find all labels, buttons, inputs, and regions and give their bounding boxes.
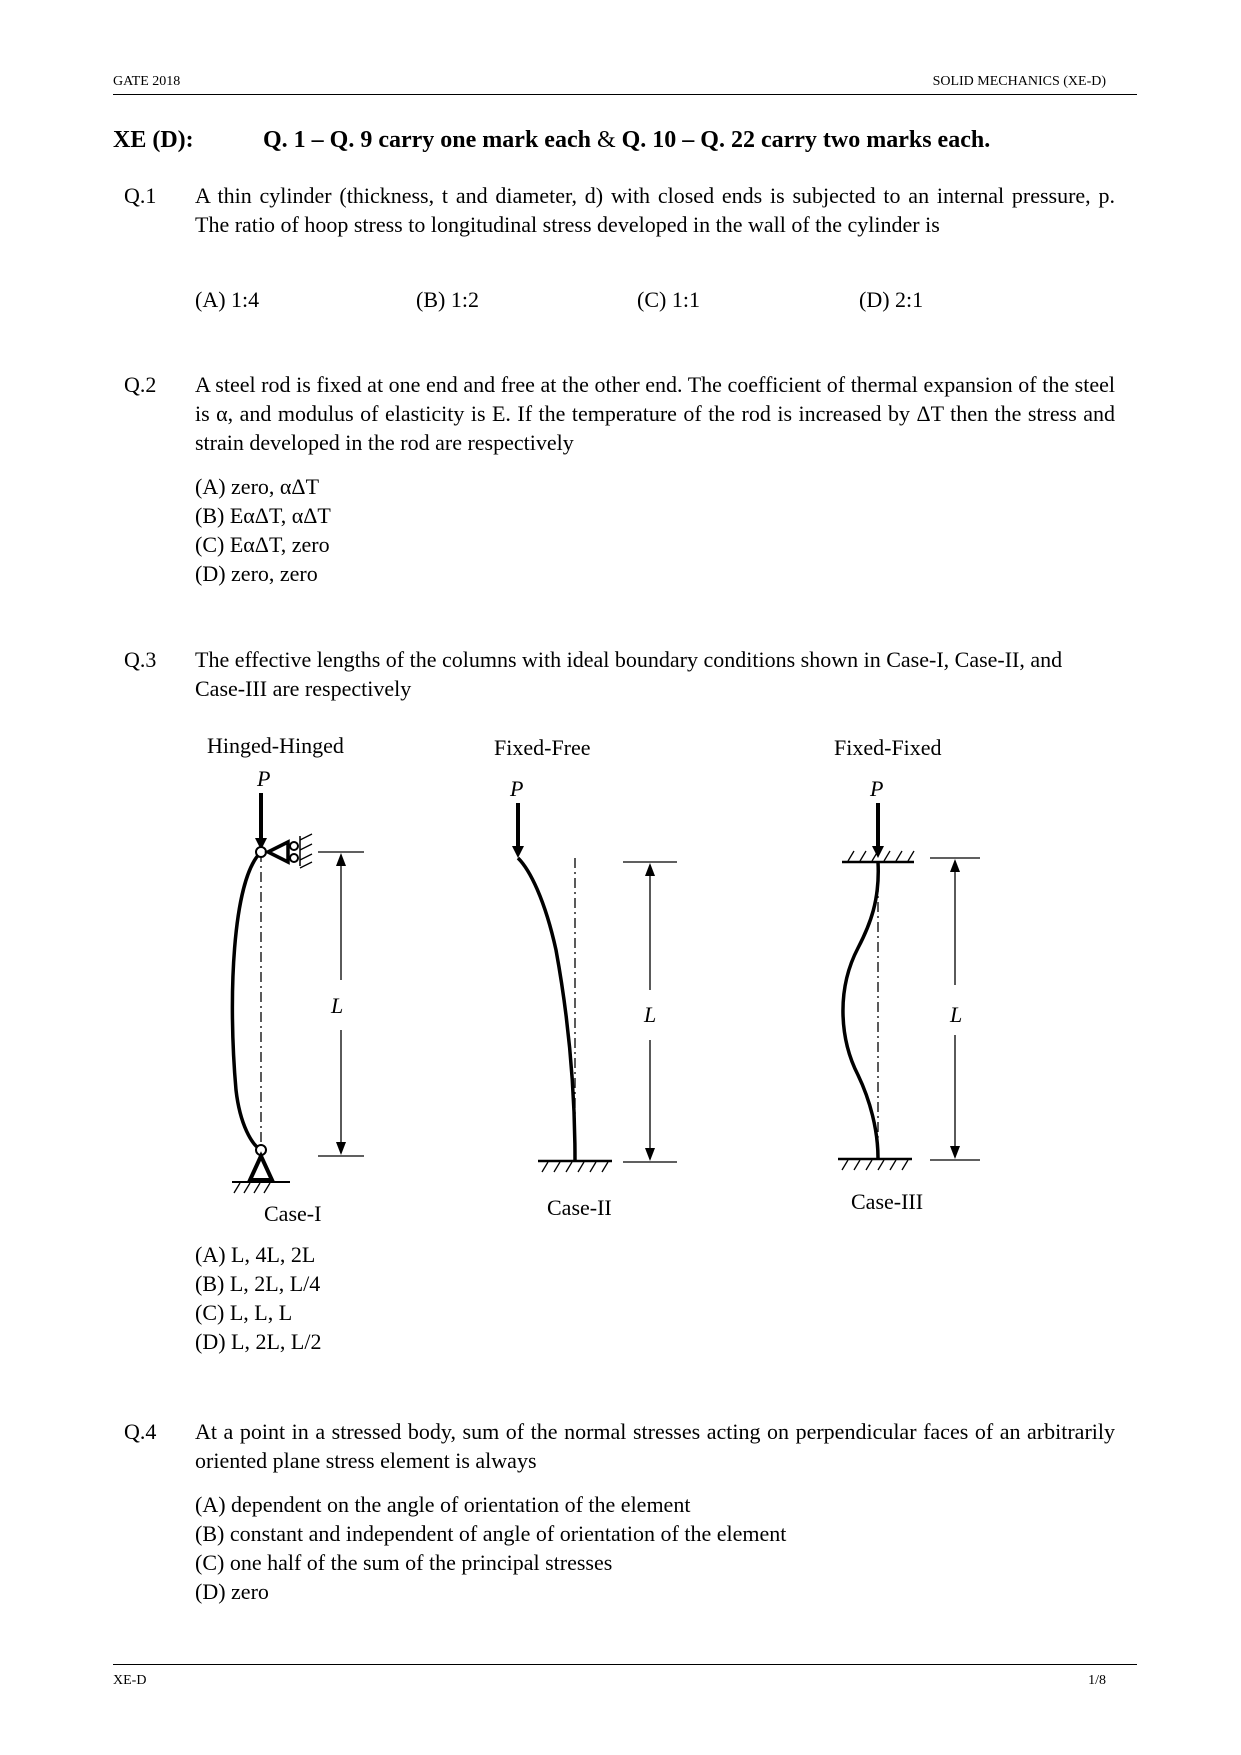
case1-wall-hatch xyxy=(300,834,312,868)
q1-text: A thin cylinder (thickness, t and diameter, d) with closed ends is subjected to an internal pressure, p. The ratio of hoop stress to longitudinal stress developed in the wall of the cylinder is xyxy=(195,183,1115,237)
case3-dim-arrow xyxy=(950,1146,960,1159)
q4-option-b: (B) constant and independent of angle of orientation of the element xyxy=(195,1521,787,1546)
case3-title: Fixed-Fixed xyxy=(834,735,942,760)
section-label: XE (D): xyxy=(113,127,194,153)
q4-number: Q.4 xyxy=(124,1419,157,1444)
range-two-marks: Q. 10 – Q. 22 carry two marks each. xyxy=(621,127,991,153)
q3-number: Q.3 xyxy=(124,647,157,672)
q4-text: At a point in a stressed body, sum of the normal stresses acting on perpendicular faces of an arbitrarily oriented plane stress element is always xyxy=(195,1419,1115,1473)
case3-top-hatch xyxy=(848,851,914,861)
case1-roller-support xyxy=(268,842,288,862)
q4-option-a: (A) dependent on the angle of orientation of the element xyxy=(195,1492,691,1517)
case1-dim-arrow xyxy=(336,1142,346,1155)
q3-option-b: (B) L, 2L, L/4 xyxy=(195,1271,321,1296)
case1-caption: Case-I xyxy=(264,1201,322,1226)
q3-options xyxy=(195,1240,321,1356)
case3-load-label: P xyxy=(870,776,884,801)
q4-option-d: (D) zero xyxy=(195,1579,269,1604)
case3-dim-arrow xyxy=(950,859,960,872)
header-subject: SOLID MECHANICS (XE-D) xyxy=(932,74,1106,89)
case1-load-label: P xyxy=(257,766,271,791)
case3-length-label: L xyxy=(950,1002,963,1027)
case2-caption: Case-II xyxy=(547,1195,612,1220)
q3-text: The effective lengths of the columns with ideal boundary conditions shown in Case-I, Case-II, and Case-III are respectively xyxy=(195,647,1063,701)
case1-length-label: L xyxy=(331,993,344,1018)
q2-text: A steel rod is fixed at one end and free at the other end. The coefficient of thermal expansion of the steel is α, and modulus of elasticity is E. If the temperature of the rod is increased by ΔT then the stress and strain developed in the rod are respectively xyxy=(195,372,1115,455)
case2-deflected-column xyxy=(518,858,575,1160)
case1-roller-wheel xyxy=(290,854,298,862)
case2-diagram xyxy=(512,803,677,1172)
range-one-mark: Q. 1 – Q. 9 carry one mark each xyxy=(263,127,591,153)
q2-option-a: (A) zero, αΔT xyxy=(195,474,320,499)
q3-option-d: (D) L, 2L, L/2 xyxy=(195,1329,322,1354)
case2-dim-arrow xyxy=(645,863,655,876)
q1-option-b: (B) 1:2 xyxy=(416,287,479,312)
range-amp: & xyxy=(596,127,616,153)
q2-option-c: (C) EαΔT, zero xyxy=(195,532,330,557)
q1-option-c: (C) 1:1 xyxy=(637,287,700,312)
footer-paper-code: XE-D xyxy=(113,1673,147,1688)
footer-page-number: 1/8 xyxy=(1088,1673,1106,1688)
case3-deflected-column xyxy=(843,862,878,1158)
case1-deflected-column xyxy=(232,852,261,1150)
case2-arrow-head xyxy=(512,846,524,858)
q4-option-c: (C) one half of the sum of the principal stresses xyxy=(195,1550,613,1575)
case1-pin-support xyxy=(250,1156,272,1180)
q3-option-a: (A) L, 4L, 2L xyxy=(195,1242,316,1267)
q1-number: Q.1 xyxy=(124,183,157,208)
header-exam: GATE 2018 xyxy=(113,74,181,89)
case1-diagram xyxy=(232,793,364,1193)
case2-length-label: L xyxy=(644,1002,657,1027)
case3-base-hatch xyxy=(842,1160,908,1170)
case2-base-hatch xyxy=(542,1162,608,1172)
q1-option-a: (A) 1:4 xyxy=(195,287,260,312)
case1-dim-arrow xyxy=(336,853,346,866)
case1-roller-wheel xyxy=(290,842,298,850)
case2-title: Fixed-Free xyxy=(494,735,591,760)
case2-dim-arrow xyxy=(645,1148,655,1161)
footer-rule xyxy=(113,1664,1137,1665)
q2-option-b: (B) EαΔT, αΔT xyxy=(195,503,331,528)
case1-title: Hinged-Hinged xyxy=(207,733,344,758)
q4-options xyxy=(195,1490,786,1606)
case1-ground-hatch xyxy=(234,1183,270,1193)
case3-diagram xyxy=(838,803,980,1170)
q2-number: Q.2 xyxy=(124,372,157,397)
q3-option-c: (C) L, L, L xyxy=(195,1300,293,1325)
q2-option-d: (D) zero, zero xyxy=(195,561,318,586)
case3-caption: Case-III xyxy=(851,1189,924,1214)
case2-load-label: P xyxy=(510,776,524,801)
q1-option-d: (D) 2:1 xyxy=(859,287,924,312)
